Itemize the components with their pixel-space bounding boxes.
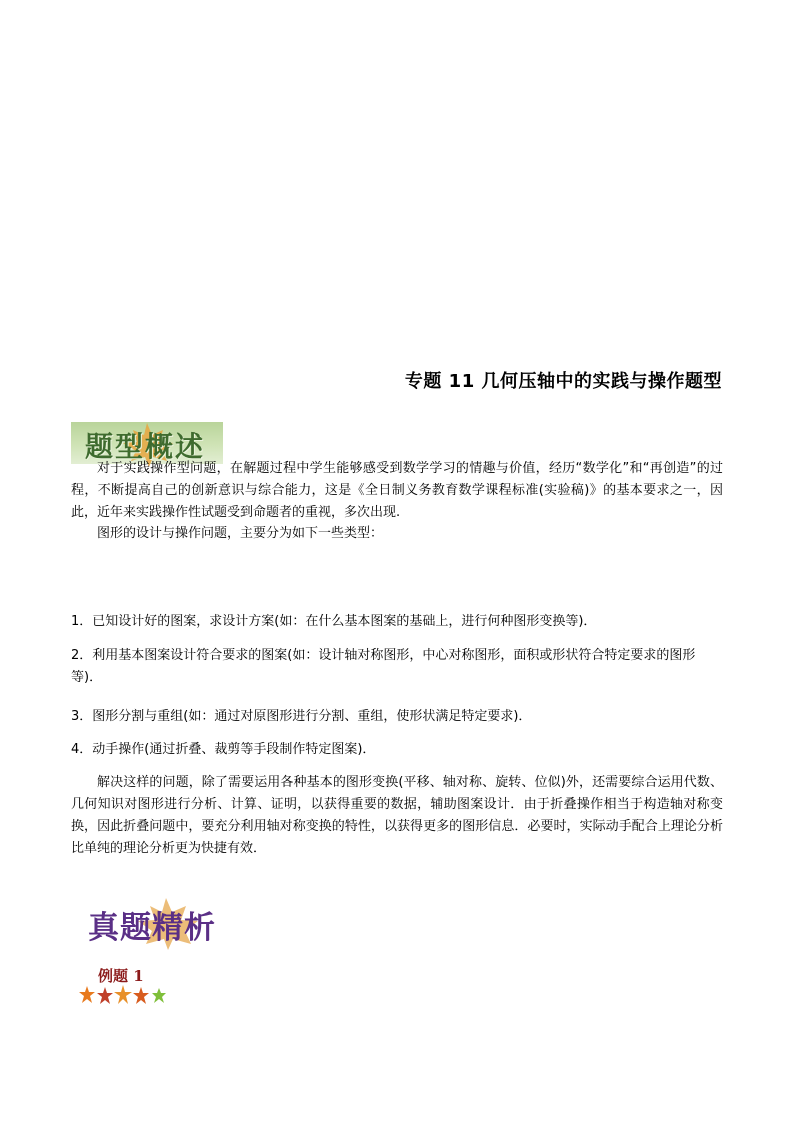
example-label: 例题 1 — [98, 967, 144, 985]
method-paragraph: 解决这样的问题，除了需要运用各种基本的图形变换(平移、轴对称、旋转、位似)外，还需要综合运用代数、几何知识对图形进行分析、计算、证明，以获得重要的数据，辅助图案设计．由于折叠操作相当于构造轴对称变换，因此折叠问题中，要充分利用轴对称变换的特性，以获得更多的图形信息．必要时，实际动手配合上理论分析比单纯的理论分析更为快捷有效． — [71, 775, 723, 856]
banner-text: 真题精析 — [88, 910, 216, 946]
example-heading — [78, 965, 178, 1009]
list-item: 4．动手操作(通过折叠、裁剪等手段制作特定图案)． — [71, 742, 376, 757]
section-banner-analysis — [86, 896, 234, 952]
page-title: 专题 11 几何压轴中的实践与操作题型 — [404, 371, 722, 392]
types-intro-paragraph: 图形的设计与操作问题，主要分为如下一些类型： — [97, 526, 384, 541]
list-item: 1．已知设计好的图案，求设计方案(如：在什么基本图案的基础上，进行何种图形变换等)． — [71, 614, 597, 629]
leaf-row-icon — [78, 985, 170, 1005]
intro-paragraph: 对于实践操作型问题，在解题过程中学生能够感受到数学学习的情趣与价值，经历“数学化”和“再创造”的过程，不断提高自己的创新意识与综合能力，这是《全日制义务教育数学课程标准(实验稿)》的基本要求之一，因此，近年来实践操作性试题受到命题者的重视，多次出现. — [71, 461, 723, 520]
list-item: 3．图形分割与重组(如：通过对原图形进行分割、重组，使形状满足特定要求)． — [71, 709, 532, 724]
list-item: 2．利用基本图案设计符合要求的图案(如：设计轴对称图形，中心对称图形，面积或形状符合特定要求的图形等)． — [71, 648, 696, 685]
banner-text: 题型概述 — [85, 430, 206, 463]
